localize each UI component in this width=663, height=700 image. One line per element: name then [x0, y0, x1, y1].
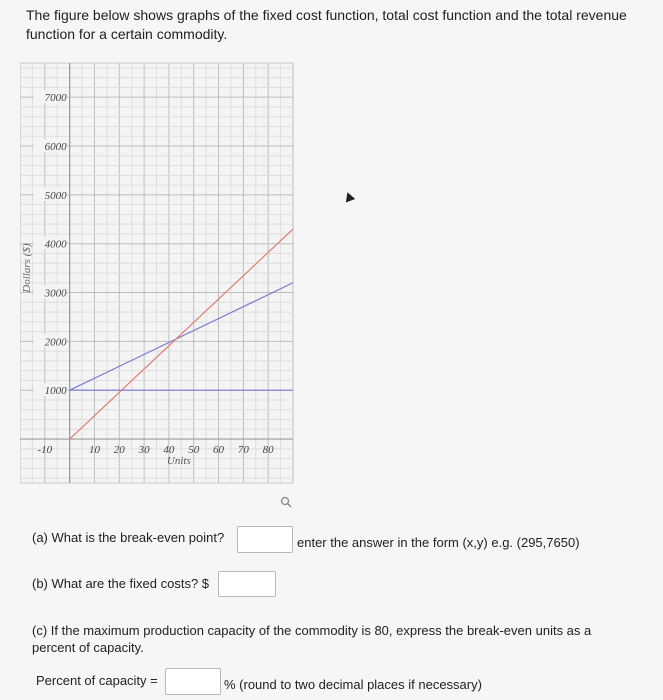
y-tick-label: 2000	[44, 336, 67, 349]
question-b-label: (b) What are the fixed costs? $	[32, 576, 210, 591]
break-even-input[interactable]	[237, 526, 293, 553]
percent-capacity-input[interactable]	[165, 668, 221, 695]
question-a-label: (a) What is the break-even point?	[32, 530, 225, 545]
x-tick-label: 40	[163, 444, 175, 457]
x-tick-label: 80	[262, 444, 274, 457]
question-a-hint: enter the answer in the form (x,y) e.g. (295,7650)	[297, 535, 580, 550]
x-tick-label: 50	[188, 444, 200, 457]
x-axis-label: Units	[166, 455, 191, 468]
y-axis-label: Dollars ($)	[21, 243, 33, 293]
x-tick-label: -10	[37, 444, 53, 457]
zoom-icon[interactable]	[280, 496, 292, 511]
question-intro: The figure below shows graphs of the fixed cost function, total cost function and the total revenue function for a certain commodity.	[26, 7, 627, 42]
y-tick-label: 6000	[44, 141, 67, 154]
x-tick-label: 60	[213, 444, 225, 457]
y-tick-label: 3000	[44, 287, 67, 300]
mouse-cursor-icon	[343, 191, 355, 203]
fixed-costs-input[interactable]	[218, 571, 276, 597]
x-tick-label: 10	[88, 444, 100, 457]
x-tick-label: 20	[113, 444, 125, 457]
percent-label: Percent of capacity =	[36, 673, 158, 688]
x-tick-label: 30	[138, 444, 150, 457]
y-tick-label: 7000	[44, 92, 67, 105]
question-c-text: (c) If the maximum production capacity of the commodity is 80, express the break-even units as a percent of capacity.	[32, 623, 592, 655]
chart-svg	[20, 55, 310, 515]
percent-hint: % (round to two decimal places if necessary)	[224, 677, 482, 692]
y-tick-label: 5000	[44, 189, 67, 202]
y-tick-label: 4000	[44, 238, 67, 251]
cost-revenue-chart	[20, 55, 310, 515]
y-tick-label: 1000	[44, 385, 67, 398]
x-tick-label: 70	[237, 444, 249, 457]
